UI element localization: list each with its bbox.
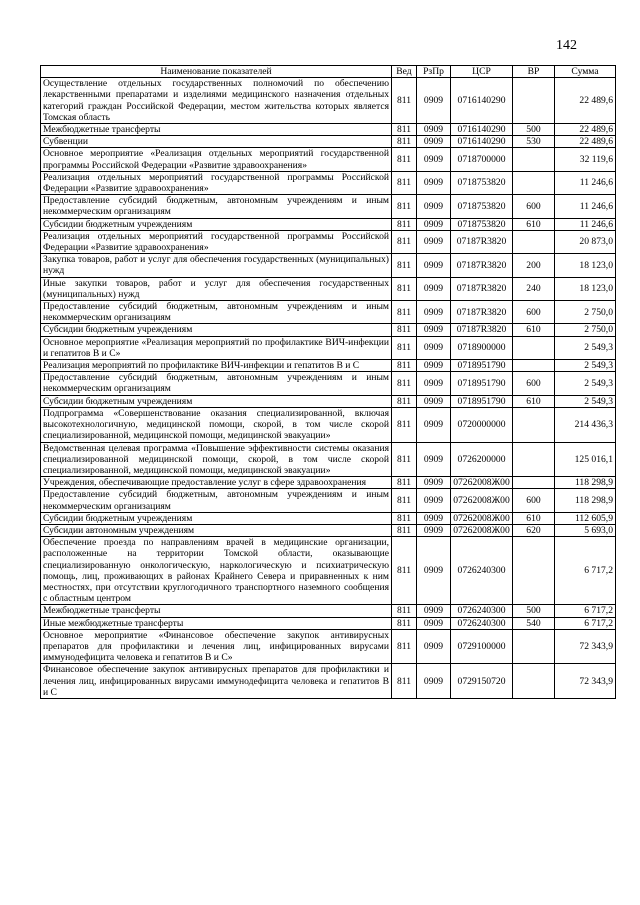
cell-vr: 610 <box>513 395 555 407</box>
cell-vr: 610 <box>513 324 555 336</box>
budget-table <box>40 65 616 699</box>
cell-sum: 6 717,2 <box>555 605 616 617</box>
cell-ved: 811 <box>392 372 417 395</box>
cell-csr: 0716140290 <box>451 78 513 124</box>
table-row <box>41 171 616 194</box>
cell-vr: 610 <box>513 512 555 524</box>
cell-ved: 811 <box>392 537 417 605</box>
cell-csr: 07187R3820 <box>451 277 513 300</box>
cell-csr: 0716140290 <box>451 136 513 148</box>
cell-csr: 0718900000 <box>451 336 513 359</box>
cell-sum: 72 343,9 <box>555 664 616 699</box>
header-rzpr: РзПр <box>417 66 451 78</box>
cell-rzpr: 0909 <box>417 524 451 536</box>
table-row <box>41 218 616 230</box>
cell-name: Субсидии бюджетным учреждениям <box>41 395 392 407</box>
cell-sum: 22 489,6 <box>555 78 616 124</box>
cell-rzpr: 0909 <box>417 477 451 489</box>
cell-sum: 2 549,3 <box>555 395 616 407</box>
cell-rzpr: 0909 <box>417 372 451 395</box>
table-row <box>41 629 616 664</box>
cell-csr: 0726200000 <box>451 442 513 477</box>
table-row <box>41 395 616 407</box>
cell-sum: 11 246,6 <box>555 195 616 218</box>
cell-sum: 2 549,3 <box>555 372 616 395</box>
cell-csr: 0718951790 <box>451 360 513 372</box>
cell-vr <box>513 360 555 372</box>
cell-name: Предоставление субсидий бюджетным, автономным учреждениям и иным некоммерческим организациям <box>41 195 392 218</box>
cell-ved: 811 <box>392 136 417 148</box>
cell-ved: 811 <box>392 254 417 277</box>
cell-sum: 22 489,6 <box>555 124 616 136</box>
cell-sum: 118 298,9 <box>555 477 616 489</box>
cell-vr: 500 <box>513 605 555 617</box>
cell-ved: 811 <box>392 360 417 372</box>
cell-sum: 11 246,6 <box>555 218 616 230</box>
table-row <box>41 477 616 489</box>
cell-rzpr: 0909 <box>417 301 451 324</box>
cell-name: Обеспечение проезда по направлениям врачей в медицинские организации, расположенные на территории Томской области, оказывающие специализированную онкологическую, наркологическую и психиатрическую помощь, лиц, проживающих в районах Крайнего Севера и приравненных к ним местностях, при отсутствии круглогодичного транспортного наземного сообщения с областным центром <box>41 537 392 605</box>
table-row <box>41 605 616 617</box>
cell-sum: 18 123,0 <box>555 254 616 277</box>
cell-vr: 620 <box>513 524 555 536</box>
cell-vr <box>513 78 555 124</box>
table-row <box>41 254 616 277</box>
cell-name: Предоставление субсидий бюджетным, автономным учреждениям и иным некоммерческим организациям <box>41 489 392 512</box>
cell-vr: 600 <box>513 195 555 218</box>
table-row <box>41 372 616 395</box>
cell-rzpr: 0909 <box>417 360 451 372</box>
cell-rzpr: 0909 <box>417 395 451 407</box>
cell-rzpr: 0909 <box>417 218 451 230</box>
cell-ved: 811 <box>392 277 417 300</box>
cell-name: Межбюджетные трансферты <box>41 605 392 617</box>
cell-csr: 07262008Ж00 <box>451 477 513 489</box>
cell-sum: 125 016,1 <box>555 442 616 477</box>
cell-ved: 811 <box>392 78 417 124</box>
table-row <box>41 136 616 148</box>
cell-rzpr: 0909 <box>417 617 451 629</box>
cell-rzpr: 0909 <box>417 78 451 124</box>
cell-ved: 811 <box>392 124 417 136</box>
cell-name: Иные закупки товаров, работ и услуг для обеспечения государственных (муниципальных) нужд <box>41 277 392 300</box>
cell-sum: 2 750,0 <box>555 324 616 336</box>
cell-sum: 6 717,2 <box>555 617 616 629</box>
cell-name: Реализация отдельных мероприятий государственной программы Российской Федерации «Развитие здравоохранения» <box>41 171 392 194</box>
cell-name: Иные межбюджетные трансферты <box>41 617 392 629</box>
cell-ved: 811 <box>392 218 417 230</box>
cell-ved: 811 <box>392 148 417 171</box>
table-row <box>41 442 616 477</box>
cell-name: Субвенции <box>41 136 392 148</box>
cell-rzpr: 0909 <box>417 148 451 171</box>
cell-vr: 500 <box>513 124 555 136</box>
cell-sum: 118 298,9 <box>555 489 616 512</box>
cell-sum: 112 605,9 <box>555 512 616 524</box>
cell-csr: 07262008Ж00 <box>451 512 513 524</box>
cell-vr: 530 <box>513 136 555 148</box>
header-sum: Сумма <box>555 66 616 78</box>
cell-vr <box>513 664 555 699</box>
cell-sum: 11 246,6 <box>555 171 616 194</box>
table-row <box>41 124 616 136</box>
table-row <box>41 148 616 171</box>
cell-ved: 811 <box>392 617 417 629</box>
cell-rzpr: 0909 <box>417 664 451 699</box>
header-name: Наименование показателей <box>41 66 392 78</box>
cell-vr: 600 <box>513 301 555 324</box>
header-csr: ЦСР <box>451 66 513 78</box>
cell-vr <box>513 336 555 359</box>
cell-sum: 20 873,0 <box>555 230 616 253</box>
cell-name: Закупка товаров, работ и услуг для обеспечения государственных (муниципальных) нужд <box>41 254 392 277</box>
cell-csr: 0716140290 <box>451 124 513 136</box>
cell-ved: 811 <box>392 664 417 699</box>
table-row <box>41 195 616 218</box>
cell-csr: 0729150720 <box>451 664 513 699</box>
table-row <box>41 336 616 359</box>
cell-ved: 811 <box>392 477 417 489</box>
cell-name: Предоставление субсидий бюджетным, автономным учреждениям и иным некоммерческим организациям <box>41 372 392 395</box>
cell-name: Учреждения, обеспечивающие предоставление услуг в сфере здравоохранения <box>41 477 392 489</box>
cell-ved: 811 <box>392 524 417 536</box>
cell-ved: 811 <box>392 301 417 324</box>
cell-name: Подпрограмма «Совершенствование оказания специализированной, включая высокотехнологичную, медицинской помощи, скорой, в том числе скорой специализированной, медицинской помощи, медицинской эвакуации» <box>41 407 392 442</box>
cell-rzpr: 0909 <box>417 230 451 253</box>
cell-vr <box>513 537 555 605</box>
cell-rzpr: 0909 <box>417 537 451 605</box>
cell-rzpr: 0909 <box>417 336 451 359</box>
cell-sum: 22 489,6 <box>555 136 616 148</box>
cell-sum: 18 123,0 <box>555 277 616 300</box>
cell-name: Субсидии автономным учреждениям <box>41 524 392 536</box>
table-row <box>41 664 616 699</box>
cell-vr <box>513 477 555 489</box>
header-vr: ВР <box>513 66 555 78</box>
cell-vr <box>513 442 555 477</box>
cell-csr: 0718753820 <box>451 195 513 218</box>
table-row <box>41 324 616 336</box>
cell-rzpr: 0909 <box>417 124 451 136</box>
cell-sum: 214 436,3 <box>555 407 616 442</box>
table-row <box>41 489 616 512</box>
cell-csr: 0729100000 <box>451 629 513 664</box>
cell-ved: 811 <box>392 605 417 617</box>
cell-csr: 07262008Ж00 <box>451 489 513 512</box>
cell-name: Субсидии бюджетным учреждениям <box>41 218 392 230</box>
cell-rzpr: 0909 <box>417 195 451 218</box>
cell-ved: 811 <box>392 230 417 253</box>
table-row <box>41 537 616 605</box>
cell-csr: 0726240300 <box>451 617 513 629</box>
page-number: 142 <box>556 38 577 53</box>
cell-rzpr: 0909 <box>417 136 451 148</box>
cell-rzpr: 0909 <box>417 442 451 477</box>
cell-rzpr: 0909 <box>417 171 451 194</box>
table-row <box>41 617 616 629</box>
cell-ved: 811 <box>392 512 417 524</box>
table-row <box>41 360 616 372</box>
cell-vr: 540 <box>513 617 555 629</box>
cell-name: Предоставление субсидий бюджетным, автономным учреждениям и иным некоммерческим организациям <box>41 301 392 324</box>
cell-ved: 811 <box>392 336 417 359</box>
table-row <box>41 277 616 300</box>
cell-rzpr: 0909 <box>417 254 451 277</box>
table-row <box>41 78 616 124</box>
cell-sum: 2 750,0 <box>555 301 616 324</box>
cell-rzpr: 0909 <box>417 629 451 664</box>
cell-vr: 240 <box>513 277 555 300</box>
cell-sum: 2 549,3 <box>555 360 616 372</box>
cell-vr: 610 <box>513 218 555 230</box>
table-row <box>41 407 616 442</box>
cell-sum: 2 549,3 <box>555 336 616 359</box>
cell-name: Ведомственная целевая программа «Повышение эффективности системы оказания специализированной медицинской помощи, скорой, в том числе скорой специализированной, медицинской помощи, медицинской эвакуации» <box>41 442 392 477</box>
cell-ved: 811 <box>392 407 417 442</box>
cell-csr: 0718951790 <box>451 372 513 395</box>
cell-csr: 0718753820 <box>451 171 513 194</box>
cell-csr: 0720000000 <box>451 407 513 442</box>
cell-ved: 811 <box>392 395 417 407</box>
cell-csr: 07187R3820 <box>451 254 513 277</box>
cell-rzpr: 0909 <box>417 407 451 442</box>
cell-name: Основное мероприятие «Финансовое обеспечение закупок антивирусных препаратов для профилактики и лечения лиц, инфицированных вирусами иммунодефицита человека и гепатитов В и С» <box>41 629 392 664</box>
cell-csr: 07187R3820 <box>451 324 513 336</box>
cell-vr <box>513 230 555 253</box>
cell-sum: 32 119,6 <box>555 148 616 171</box>
cell-vr <box>513 171 555 194</box>
table-row <box>41 230 616 253</box>
cell-name: Реализация отдельных мероприятий государственной программы Российской Федерации «Развитие здравоохранения» <box>41 230 392 253</box>
cell-vr <box>513 629 555 664</box>
cell-rzpr: 0909 <box>417 512 451 524</box>
cell-csr: 0726240300 <box>451 537 513 605</box>
cell-name: Осуществление отдельных государственных полномочий по обеспечению лекарственными препаратами и изделиями медицинского назначения отдельных категорий граждан Российской Федерации, местом жительства которых является Томская область <box>41 78 392 124</box>
cell-rzpr: 0909 <box>417 324 451 336</box>
cell-ved: 811 <box>392 324 417 336</box>
cell-ved: 811 <box>392 629 417 664</box>
cell-ved: 811 <box>392 442 417 477</box>
cell-csr: 07187R3820 <box>451 301 513 324</box>
table-row <box>41 524 616 536</box>
cell-name: Основное мероприятие «Реализация отдельных мероприятий государственной программы Российской Федерации «Развитие здравоохранения» <box>41 148 392 171</box>
cell-ved: 811 <box>392 195 417 218</box>
cell-name: Субсидии бюджетным учреждениям <box>41 512 392 524</box>
cell-vr <box>513 407 555 442</box>
cell-rzpr: 0909 <box>417 277 451 300</box>
cell-vr: 600 <box>513 372 555 395</box>
cell-sum: 6 717,2 <box>555 537 616 605</box>
cell-sum: 5 693,0 <box>555 524 616 536</box>
cell-csr: 07262008Ж00 <box>451 524 513 536</box>
cell-name: Реализация мероприятий по профилактике ВИЧ-инфекции и гепатитов В и С <box>41 360 392 372</box>
cell-csr: 0718753820 <box>451 218 513 230</box>
cell-name: Межбюджетные трансферты <box>41 124 392 136</box>
cell-name: Финансовое обеспечение закупок антивирусных препаратов для профилактики и лечения лиц, инфицированных вирусами иммунодефицита человека и гепатитов В и С <box>41 664 392 699</box>
cell-csr: 0718700000 <box>451 148 513 171</box>
cell-csr: 0718951790 <box>451 395 513 407</box>
cell-ved: 811 <box>392 171 417 194</box>
cell-name: Субсидии бюджетным учреждениям <box>41 324 392 336</box>
cell-csr: 0726240300 <box>451 605 513 617</box>
cell-rzpr: 0909 <box>417 605 451 617</box>
table-header-row <box>41 66 616 78</box>
header-ved: Вед <box>392 66 417 78</box>
cell-vr: 600 <box>513 489 555 512</box>
cell-vr <box>513 148 555 171</box>
cell-name: Основное мероприятие «Реализация мероприятий по профилактике ВИЧ-инфекции и гепатитов В и С» <box>41 336 392 359</box>
cell-vr: 200 <box>513 254 555 277</box>
cell-ved: 811 <box>392 489 417 512</box>
cell-sum: 72 343,9 <box>555 629 616 664</box>
table-row <box>41 512 616 524</box>
table-row <box>41 301 616 324</box>
cell-csr: 07187R3820 <box>451 230 513 253</box>
cell-rzpr: 0909 <box>417 489 451 512</box>
